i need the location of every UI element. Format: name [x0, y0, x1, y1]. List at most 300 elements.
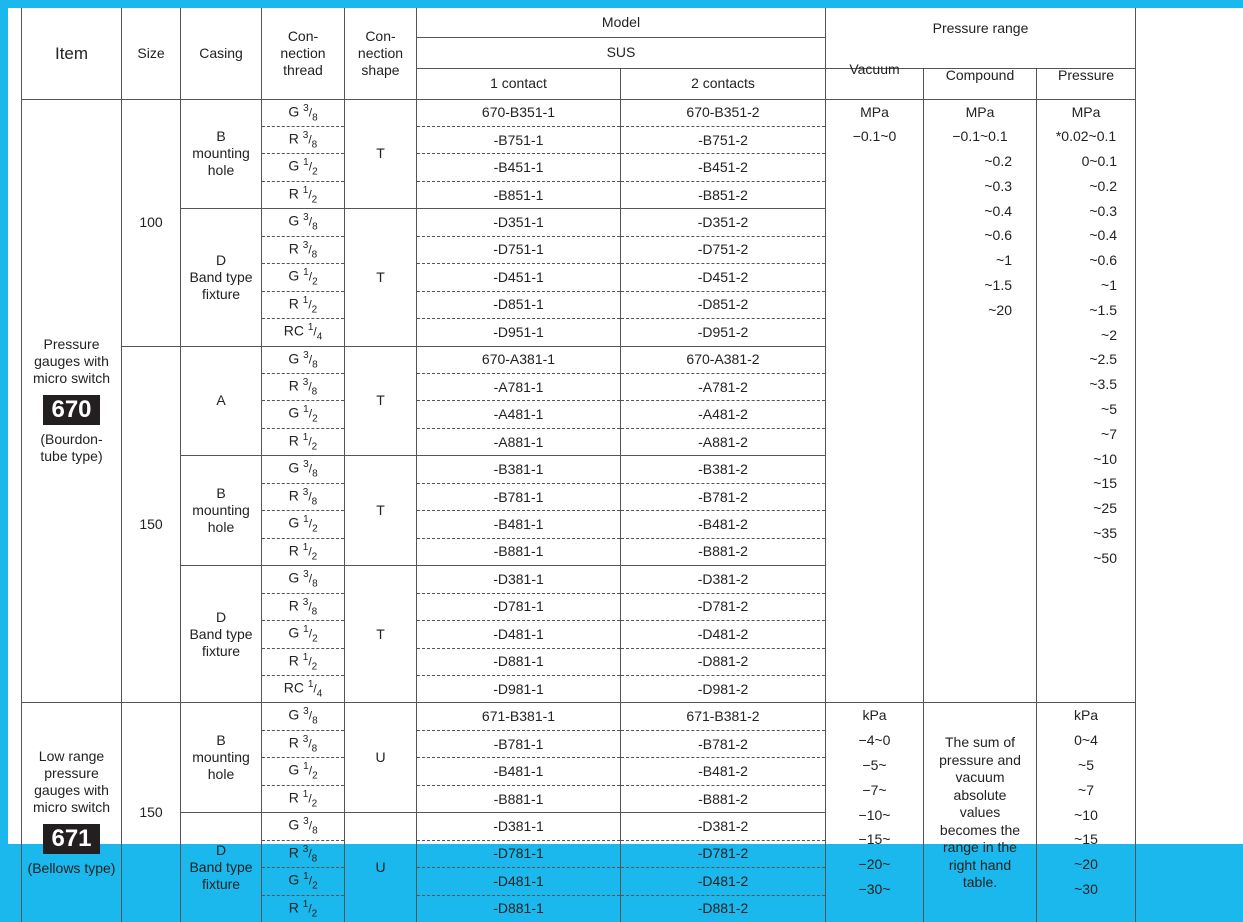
thread-cell	[262, 813, 345, 840]
thread-cell	[262, 840, 345, 867]
table-row	[22, 703, 1241, 730]
thread-type: RC	[283, 679, 308, 696]
model-1-contact: -A481-1	[417, 401, 621, 428]
thread-numerator: 1	[302, 788, 309, 800]
text-line: hole	[207, 519, 235, 536]
model-2-contacts: -D451-2	[621, 264, 826, 291]
thread-numerator: 3	[302, 486, 309, 498]
model-1-contact: -D351-1	[417, 209, 621, 236]
thread-numerator: 3	[302, 733, 309, 745]
header-size: Size	[122, 8, 181, 99]
fraction-slash-icon: /	[308, 818, 313, 833]
model-2-contacts: -A781-2	[621, 374, 826, 401]
range-value: ~2.5	[1089, 351, 1117, 368]
casing-cell	[181, 99, 262, 209]
model-1-contact: -D381-1	[417, 813, 621, 840]
size-100: 100	[122, 99, 181, 346]
thread-numerator: 1	[303, 514, 309, 526]
range-value: kPa	[862, 707, 887, 724]
thread-denominator: 2	[311, 908, 318, 920]
thread-cell	[262, 126, 345, 153]
blank-header	[1136, 8, 1241, 99]
header-sus: SUS	[417, 37, 826, 68]
thread-cell	[262, 621, 345, 648]
model-badge-671: 671	[43, 824, 99, 854]
text-line: gauges with	[34, 782, 109, 799]
model-2-contacts: -D481-2	[621, 621, 826, 648]
thread-type: G	[288, 267, 304, 284]
text-line: Low range	[38, 748, 105, 765]
model-2-contacts: -D851-2	[621, 291, 826, 318]
thread-type: G	[288, 405, 304, 422]
range-value: ~7	[1078, 781, 1094, 798]
range-value: 0~0.1	[1081, 153, 1117, 170]
casing-cell	[181, 209, 262, 346]
range-value: ~25	[1093, 500, 1117, 517]
header-vacuum: Vacuum	[826, 60, 924, 91]
fraction-slash-icon: /	[308, 379, 312, 394]
thread-numerator: 3	[302, 239, 309, 251]
text-line: absolute	[953, 786, 1007, 803]
text-line: pressure and	[939, 751, 1021, 768]
text-line: tube type)	[40, 448, 103, 465]
text-line: table.	[962, 874, 998, 891]
range-value: ~1	[996, 252, 1012, 269]
range-value: ~2	[1101, 326, 1117, 343]
thread-cell	[262, 703, 345, 730]
thread-denominator: 2	[312, 276, 318, 288]
thread-cell	[262, 236, 345, 263]
model-2-contacts: -B881-2	[621, 538, 826, 565]
casing-cell: A	[181, 346, 262, 456]
conn-thread-line: Con-	[287, 27, 319, 44]
fraction-slash-icon: /	[308, 599, 312, 614]
thread-cell	[262, 154, 345, 181]
text-line: values	[959, 804, 1001, 821]
range-value: −0.1~0.1	[952, 128, 1008, 145]
thread-numerator: 1	[303, 624, 309, 636]
fraction-slash-icon: /	[308, 873, 313, 888]
fraction-slash-icon: /	[308, 791, 312, 806]
range-value: ~0.2	[1089, 177, 1117, 194]
thread-numerator: 1	[303, 267, 309, 279]
model-table	[21, 8, 1241, 922]
thread-denominator: 2	[311, 661, 318, 673]
thread-denominator: 2	[312, 770, 318, 782]
range-value: MPa	[1071, 103, 1101, 120]
thread-type: R	[288, 240, 303, 257]
range-value: −15~	[858, 831, 891, 848]
fraction-slash-icon: /	[308, 764, 313, 779]
text-line: The sum of	[944, 734, 1016, 751]
range-value: −5~	[862, 757, 887, 774]
model-1-contact: -D481-1	[417, 621, 621, 648]
thread-cell	[262, 483, 345, 510]
thread-type: G	[288, 707, 304, 724]
range-value: ~1.5	[984, 277, 1012, 294]
fraction-slash-icon: /	[308, 352, 313, 367]
model-2-contacts: -D781-2	[621, 593, 826, 620]
model-2-contacts: -B381-2	[621, 456, 826, 483]
range-value: *0.02~0.1	[1055, 128, 1117, 145]
thread-denominator: 8	[311, 386, 318, 398]
conn-shape-line: nection	[357, 44, 404, 61]
thread-numerator: 3	[303, 459, 309, 471]
text-line: Band type	[189, 859, 253, 876]
text-line: fixture	[201, 876, 241, 893]
connection-shape: T	[345, 99, 417, 209]
thread-cell	[262, 895, 345, 922]
range-value: ~7	[1101, 425, 1117, 442]
header-connection-shape	[345, 8, 417, 99]
range-value: ~0.3	[1089, 202, 1117, 219]
conn-thread-line: thread	[283, 61, 323, 78]
thread-type: G	[288, 103, 304, 120]
thread-numerator: 3	[303, 569, 309, 581]
text-line: mounting	[192, 502, 250, 519]
model-2-contacts: -B481-2	[621, 511, 826, 538]
model-1-contact: -D451-1	[417, 264, 621, 291]
fraction-slash-icon: /	[308, 901, 312, 916]
fraction-slash-icon: /	[308, 709, 313, 724]
thread-denominator: 8	[311, 496, 318, 508]
model-2-contacts: -B481-2	[621, 758, 826, 785]
connection-shape: T	[345, 566, 417, 703]
thread-numerator: 1	[303, 761, 309, 773]
fraction-slash-icon: /	[313, 681, 317, 696]
fraction-slash-icon: /	[308, 105, 313, 120]
connection-shape: T	[345, 346, 417, 456]
thread-numerator: 1	[307, 679, 314, 691]
model-2-contacts: -B781-2	[621, 483, 826, 510]
text-line: fixture	[201, 642, 241, 659]
range-value: −0.1~0	[852, 128, 897, 145]
thread-denominator: 8	[311, 853, 318, 865]
text-line: right hand	[948, 856, 1012, 873]
thread-numerator: 3	[302, 129, 309, 141]
text-line: hole	[207, 162, 235, 179]
thread-cell	[262, 785, 345, 812]
thread-numerator: 1	[302, 294, 309, 306]
connection-shape: T	[345, 209, 417, 346]
model-2-contacts: -D751-2	[621, 236, 826, 263]
model-2-contacts: -B781-2	[621, 730, 826, 757]
fraction-slash-icon: /	[308, 269, 313, 284]
range-value: ~1.5	[1089, 301, 1117, 318]
range-value: ~15	[1074, 831, 1098, 848]
thread-denominator: 2	[311, 304, 318, 316]
model-2-contacts: -D881-2	[621, 895, 826, 922]
header-pressure-range: Pressure range	[826, 8, 1136, 68]
model-1-contact: -B481-1	[417, 511, 621, 538]
thread-cell	[262, 868, 345, 895]
thread-denominator: 2	[311, 194, 318, 206]
model-2-contacts: -B451-2	[621, 154, 826, 181]
thread-numerator: 3	[303, 706, 309, 718]
vacuum-range-670	[826, 99, 924, 703]
model-1-contact: -B881-1	[417, 785, 621, 812]
thread-type: R	[288, 597, 303, 614]
model-1-contact: -D981-1	[417, 676, 621, 703]
casing-cell	[181, 566, 262, 703]
model-badge-670: 670	[43, 395, 99, 425]
fraction-slash-icon: /	[308, 626, 313, 641]
header-connection-thread	[262, 8, 345, 99]
header-casing: Casing	[181, 8, 262, 99]
thread-denominator: 2	[312, 523, 318, 535]
model-1-contact: -D851-1	[417, 291, 621, 318]
range-value: −30~	[858, 881, 891, 898]
range-value: ~0.4	[1089, 227, 1117, 244]
thread-type: R	[288, 542, 303, 559]
thread-denominator: 8	[311, 139, 318, 151]
size-150-low-range: 150	[122, 703, 181, 922]
text-line: hole	[207, 766, 235, 783]
model-1-contact: -D951-1	[417, 319, 621, 346]
thread-numerator: 1	[302, 184, 309, 196]
thread-numerator: 1	[302, 431, 309, 443]
casing-cell	[181, 456, 262, 566]
fraction-slash-icon: /	[308, 544, 312, 559]
text-line: B	[216, 732, 226, 749]
thread-type: G	[288, 212, 304, 229]
model-2-contacts: -D781-2	[621, 840, 826, 867]
thread-type: RC	[283, 322, 308, 339]
model-1-contact: -B851-1	[417, 181, 621, 208]
thread-cell	[262, 676, 345, 703]
model-2-contacts: -D951-2	[621, 319, 826, 346]
text-line: (Bellows type)	[27, 860, 116, 877]
range-value: 0~4	[1074, 732, 1098, 749]
thread-cell	[262, 209, 345, 236]
thread-type: G	[288, 624, 304, 641]
blank-column	[1136, 99, 1241, 922]
range-value: ~30	[1074, 881, 1098, 898]
fraction-slash-icon: /	[308, 242, 312, 257]
model-1-contact: -B481-1	[417, 758, 621, 785]
header-pressure: Pressure	[1037, 60, 1136, 91]
range-value: ~3.5	[1089, 376, 1117, 393]
text-line: (Bourdon-	[40, 431, 103, 448]
header-1-contact: 1 contact	[417, 68, 621, 99]
pressure-range-671	[1037, 703, 1136, 922]
fraction-slash-icon: /	[308, 434, 312, 449]
thread-numerator: 3	[303, 349, 309, 361]
thread-cell	[262, 730, 345, 757]
thread-denominator: 2	[312, 633, 318, 645]
model-2-contacts: -D481-2	[621, 868, 826, 895]
thread-denominator: 8	[312, 111, 318, 123]
text-line: B	[216, 485, 226, 502]
text-line: mounting	[192, 749, 250, 766]
range-value: ~15	[1093, 475, 1117, 492]
thread-type: G	[288, 514, 304, 531]
thread-denominator: 4	[316, 331, 323, 343]
range-value: ~35	[1093, 525, 1117, 542]
thread-denominator: 8	[311, 743, 318, 755]
model-1-contact: -B781-1	[417, 730, 621, 757]
thread-numerator: 1	[303, 871, 309, 883]
thread-numerator: 1	[303, 157, 309, 169]
range-value: ~1	[1101, 277, 1117, 294]
model-1-contact: -D481-1	[417, 868, 621, 895]
model-1-contact: -B881-1	[417, 538, 621, 565]
text-line: fixture	[201, 285, 241, 302]
model-1-contact: 670-B351-1	[417, 99, 621, 126]
thread-numerator: 3	[302, 377, 309, 389]
text-line: pressure	[44, 765, 99, 782]
model-1-contact: 671-B381-1	[417, 703, 621, 730]
header-2-contacts: 2 contacts	[621, 68, 826, 99]
header-compound: Compound	[924, 60, 1037, 91]
range-value: ~0.4	[984, 202, 1012, 219]
model-1-contact: -B451-1	[417, 154, 621, 181]
casing-cell	[181, 703, 262, 813]
thread-type: R	[288, 185, 303, 202]
thread-denominator: 8	[312, 825, 318, 837]
conn-thread-line: nection	[280, 44, 326, 61]
thread-type: G	[288, 762, 304, 779]
thread-numerator: 1	[302, 898, 309, 910]
text-line: mounting	[192, 145, 250, 162]
fraction-slash-icon: /	[308, 462, 313, 477]
thread-denominator: 2	[312, 413, 318, 425]
thread-denominator: 8	[311, 606, 318, 618]
connection-shape: U	[345, 703, 417, 813]
text-line: vacuum	[955, 769, 1005, 786]
thread-numerator: 1	[302, 541, 309, 553]
header-item: Item	[22, 8, 122, 99]
fraction-slash-icon: /	[308, 297, 312, 312]
fraction-slash-icon: /	[308, 654, 312, 669]
range-value: −7~	[862, 781, 887, 798]
thread-cell	[262, 181, 345, 208]
compound-range-670	[924, 99, 1037, 703]
thread-numerator: 1	[303, 404, 309, 416]
model-1-contact: -D781-1	[417, 840, 621, 867]
thread-numerator: 3	[302, 596, 309, 608]
thread-type: R	[288, 295, 303, 312]
range-value: ~10	[1074, 806, 1098, 823]
model-1-contact: -A881-1	[417, 428, 621, 455]
conn-shape-line: shape	[361, 61, 400, 78]
model-2-contacts: 670-A381-2	[621, 346, 826, 373]
model-2-contacts: 671-B381-2	[621, 703, 826, 730]
range-value: −4~0	[858, 732, 891, 749]
range-value: kPa	[1073, 707, 1099, 724]
thread-cell	[262, 538, 345, 565]
thread-type: R	[288, 130, 303, 147]
thread-denominator: 8	[312, 468, 318, 480]
table-row	[22, 99, 1241, 126]
text-line: micro switch	[32, 370, 110, 387]
model-2-contacts: -A881-2	[621, 428, 826, 455]
model-2-contacts: -D381-2	[621, 813, 826, 840]
connection-shape: U	[345, 813, 417, 922]
spec-sheet	[8, 8, 1243, 920]
fraction-slash-icon: /	[308, 846, 312, 861]
thread-denominator: 4	[316, 688, 323, 700]
thread-cell	[262, 456, 345, 483]
thread-numerator: 3	[303, 212, 309, 224]
model-1-contact: -B381-1	[417, 456, 621, 483]
thread-cell	[262, 319, 345, 346]
model-2-contacts: -D881-2	[621, 648, 826, 675]
thread-type: G	[288, 350, 304, 367]
model-1-contact: 670-A381-1	[417, 346, 621, 373]
range-value: ~0.2	[984, 153, 1012, 170]
thread-denominator: 8	[312, 359, 318, 371]
thread-cell	[262, 566, 345, 593]
thread-type: R	[288, 844, 303, 861]
model-2-contacts: -B751-2	[621, 126, 826, 153]
range-value: ~0.3	[984, 177, 1012, 194]
size-150: 150	[122, 346, 181, 703]
thread-cell	[262, 291, 345, 318]
thread-numerator: 1	[307, 322, 314, 334]
model-1-contact: -B781-1	[417, 483, 621, 510]
thread-cell	[262, 99, 345, 126]
thread-type: R	[288, 487, 303, 504]
text-line: becomes the	[939, 821, 1021, 838]
model-2-contacts: -D981-2	[621, 676, 826, 703]
model-2-contacts: -A481-2	[621, 401, 826, 428]
fraction-slash-icon: /	[308, 187, 312, 202]
model-1-contact: -D881-1	[417, 648, 621, 675]
model-1-contact: -A781-1	[417, 374, 621, 401]
model-2-contacts: -D381-2	[621, 566, 826, 593]
range-value: ~20	[1074, 856, 1098, 873]
model-1-contact: -D781-1	[417, 593, 621, 620]
range-value: ~0.6	[1089, 252, 1117, 269]
model-1-contact: -D381-1	[417, 566, 621, 593]
vacuum-range-671	[826, 703, 924, 922]
fraction-slash-icon: /	[308, 489, 312, 504]
model-2-contacts: -D351-2	[621, 209, 826, 236]
thread-numerator: 3	[302, 843, 309, 855]
range-value: −10~	[858, 806, 891, 823]
thread-type: R	[288, 789, 303, 806]
thread-cell	[262, 758, 345, 785]
text-line: range in the	[943, 839, 1017, 856]
range-value: −20~	[858, 856, 891, 873]
thread-type: G	[288, 871, 304, 888]
thread-denominator: 2	[311, 441, 318, 453]
model-2-contacts: -B881-2	[621, 785, 826, 812]
thread-type: G	[288, 158, 304, 175]
pressure-range-670	[1037, 99, 1136, 703]
header-model: Model	[417, 8, 826, 37]
thread-numerator: 1	[302, 651, 309, 663]
fraction-slash-icon: /	[308, 516, 313, 531]
thread-denominator: 8	[311, 249, 318, 261]
thread-cell	[262, 346, 345, 373]
text-line: D	[215, 842, 227, 859]
compound-note-671	[924, 703, 1037, 922]
thread-denominator: 2	[311, 798, 318, 810]
fraction-slash-icon: /	[308, 214, 313, 229]
range-value: MPa	[965, 103, 995, 120]
thread-cell	[262, 401, 345, 428]
thread-type: G	[288, 460, 304, 477]
thread-type: R	[288, 899, 303, 916]
thread-type: R	[288, 734, 303, 751]
item-670	[22, 99, 122, 703]
conn-shape-line: Con-	[365, 27, 396, 44]
thread-denominator: 2	[311, 551, 318, 563]
fraction-slash-icon: /	[308, 571, 313, 586]
fraction-slash-icon: /	[308, 407, 313, 422]
